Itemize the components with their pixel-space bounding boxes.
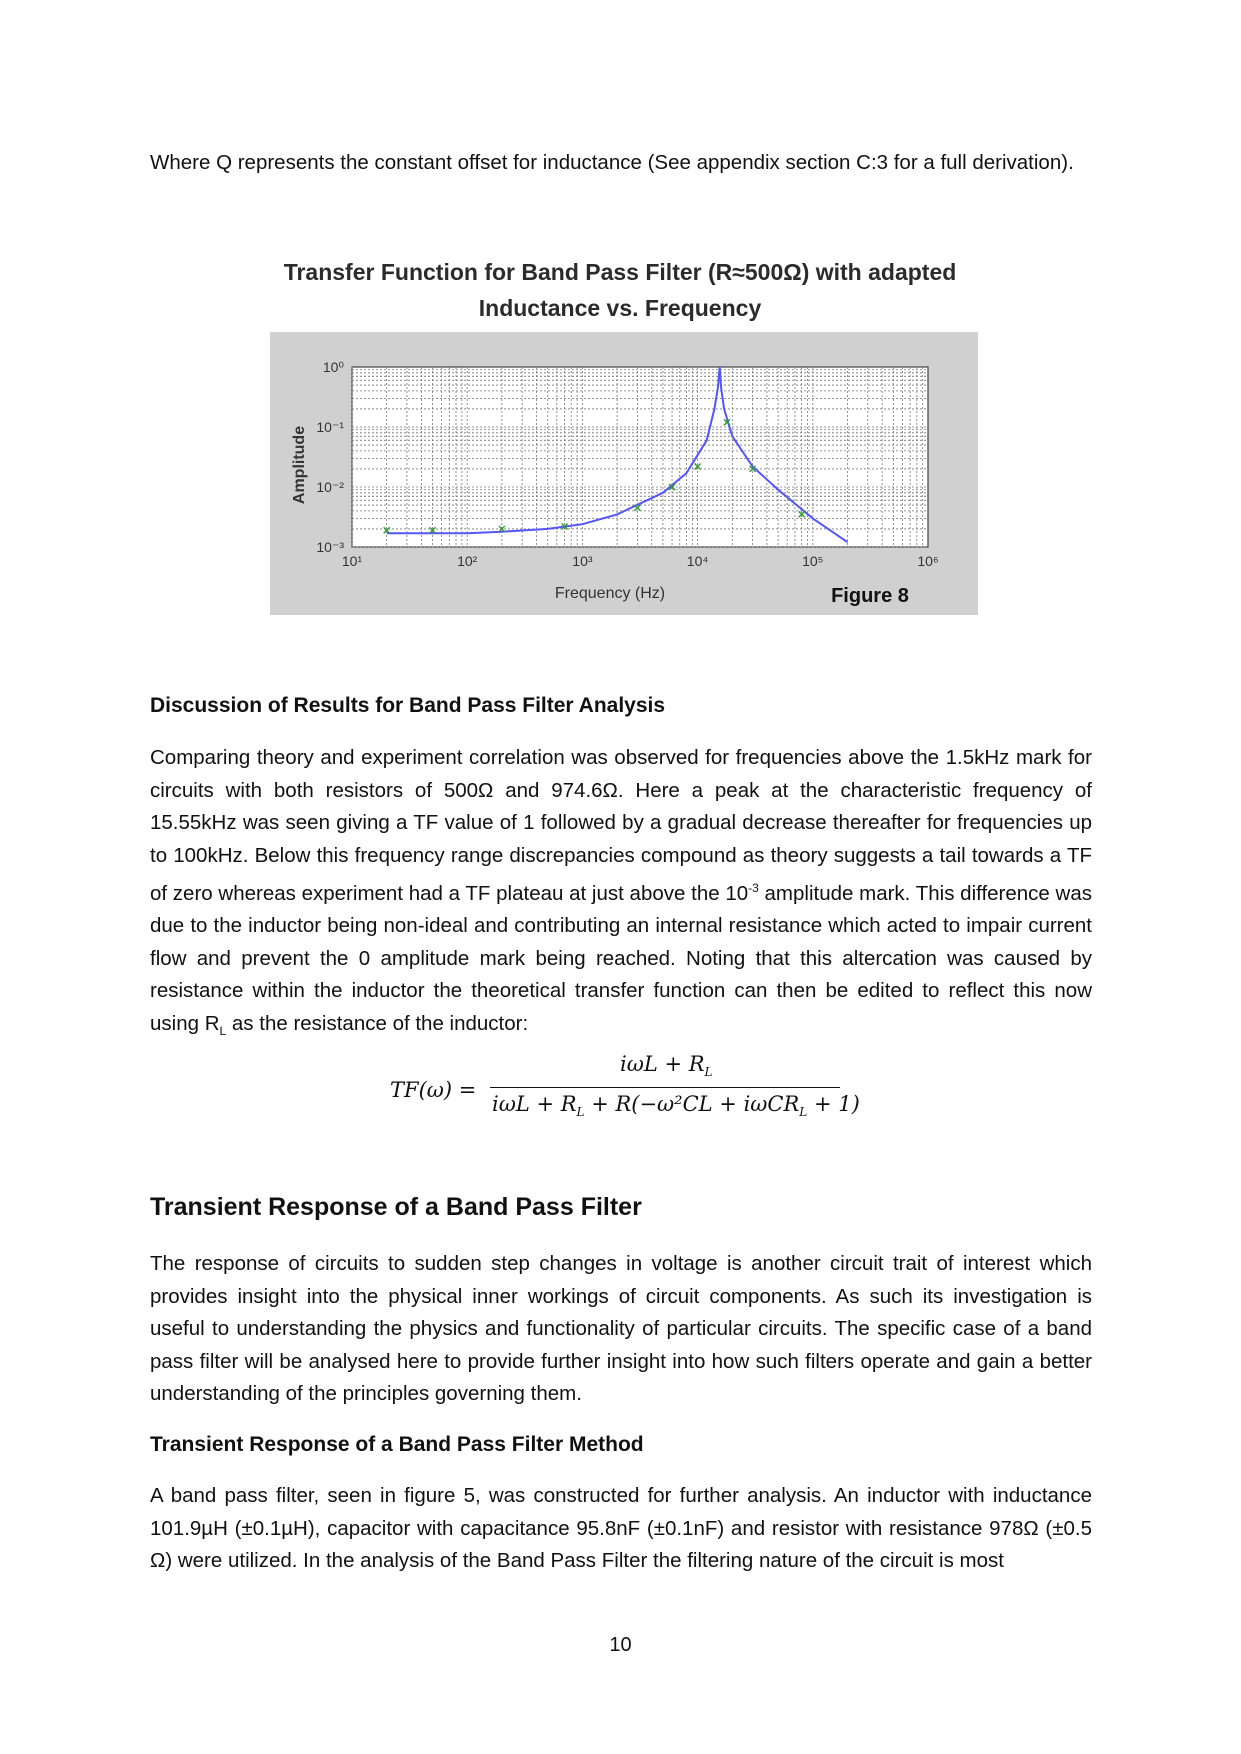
- figure-title-line2: Inductance vs. Frequency: [478, 295, 762, 321]
- x-tick-label: 10¹: [341, 553, 363, 569]
- x-axis-label: Frequency (Hz): [554, 585, 666, 602]
- transient-heading: Transient Response of a Band Pass Filter: [150, 1193, 642, 1221]
- y-tick-label: 10⁻³: [316, 539, 344, 555]
- method-paragraph: A band pass filter, seen in figure 5, was constructed for further analysis. An inductor with inductance 101.9µH (±0.1µH), capacitor with capacitance 95.8nF (±0.1nF) and resistor with resistance 978Ω (±0.5 Ω) were utilized. In the analysis of the Band Pass Filter the filtering nature of the circuit is most: [150, 1484, 1092, 1572]
- y-tick-label: 10⁰: [322, 359, 344, 375]
- fraction-bar: [490, 1087, 840, 1088]
- transfer-function-chart: [270, 332, 978, 615]
- method-heading: Transient Response of a Band Pass Filter Method: [150, 1433, 644, 1456]
- figure-label: Figure 8: [831, 585, 909, 607]
- discussion-paragraph: Comparing theory and experiment correlation was observed for frequencies above the 1.5kHz mark for circuits with both resistors of 500Ω and 974.6Ω. Here a peak at the characteristic frequency of 15.55kHz was seen giving a TF value of 1 followed by a gradual decrease thereafter for frequencies up to 100kHz. Below this frequency range discrepancies compound as theory suggests a tail towards a TF of zero whereas experiment had a TF plateau at just above the $10^{-3}$ amplitude mark. This difference was due to the inductor being non-ideal and contributing an internal resistance which acted to impair current flow and prevent the 0 amplitude mark being reached. Noting that this altercation was caused by resistance within the inductor the theoretical transfer function can then be edited to reflect this now using $R_L$ as the resistance of the inductor:: [150, 746, 1092, 1038]
- transient-paragraph: The response of circuits to sudden step changes in voltage is another circuit trait of interest which provides insight into the physical inner workings of circuit components. As such its investigation is useful to understanding the physics and functionality of particular circuits. The specific case of a band pass filter will be analysed here to provide further insight into how such filters operate and gain a better understanding of the principles governing them.: [150, 1252, 1092, 1405]
- x-tick-label: 10³: [572, 553, 593, 569]
- equation-lhs: TF(ω) =: [390, 1078, 477, 1102]
- page-number: 10: [609, 1634, 632, 1656]
- x-tick-label: 10⁵: [802, 553, 824, 569]
- equation-denominator: $i\omega L + R_L + R(-\omega^2CL + i\omega CR_L + 1)$: [492, 1092, 860, 1120]
- figure-panel: [270, 332, 978, 615]
- intro-paragraph: Where Q represents the constant offset for inductance (See appendix section C:3 for a full derivation).: [150, 151, 1074, 174]
- x-tick-label: 10⁴: [686, 553, 709, 569]
- y-tick-label: 10⁻²: [316, 479, 344, 495]
- y-axis-label: Amplitude: [291, 425, 308, 505]
- equation-numerator: $i\omega L + R_L$: [620, 1052, 713, 1080]
- discussion-heading: Discussion of Results for Band Pass Filter Analysis: [150, 694, 666, 717]
- y-tick-label: 10⁻¹: [316, 419, 344, 435]
- x-tick-label: 10²: [457, 553, 478, 569]
- figure-title-line1: Transfer Function for Band Pass Filter (R≈500Ω) with adapted: [283, 259, 957, 285]
- x-tick-label: 10⁶: [917, 553, 939, 569]
- plot-area: [352, 367, 928, 547]
